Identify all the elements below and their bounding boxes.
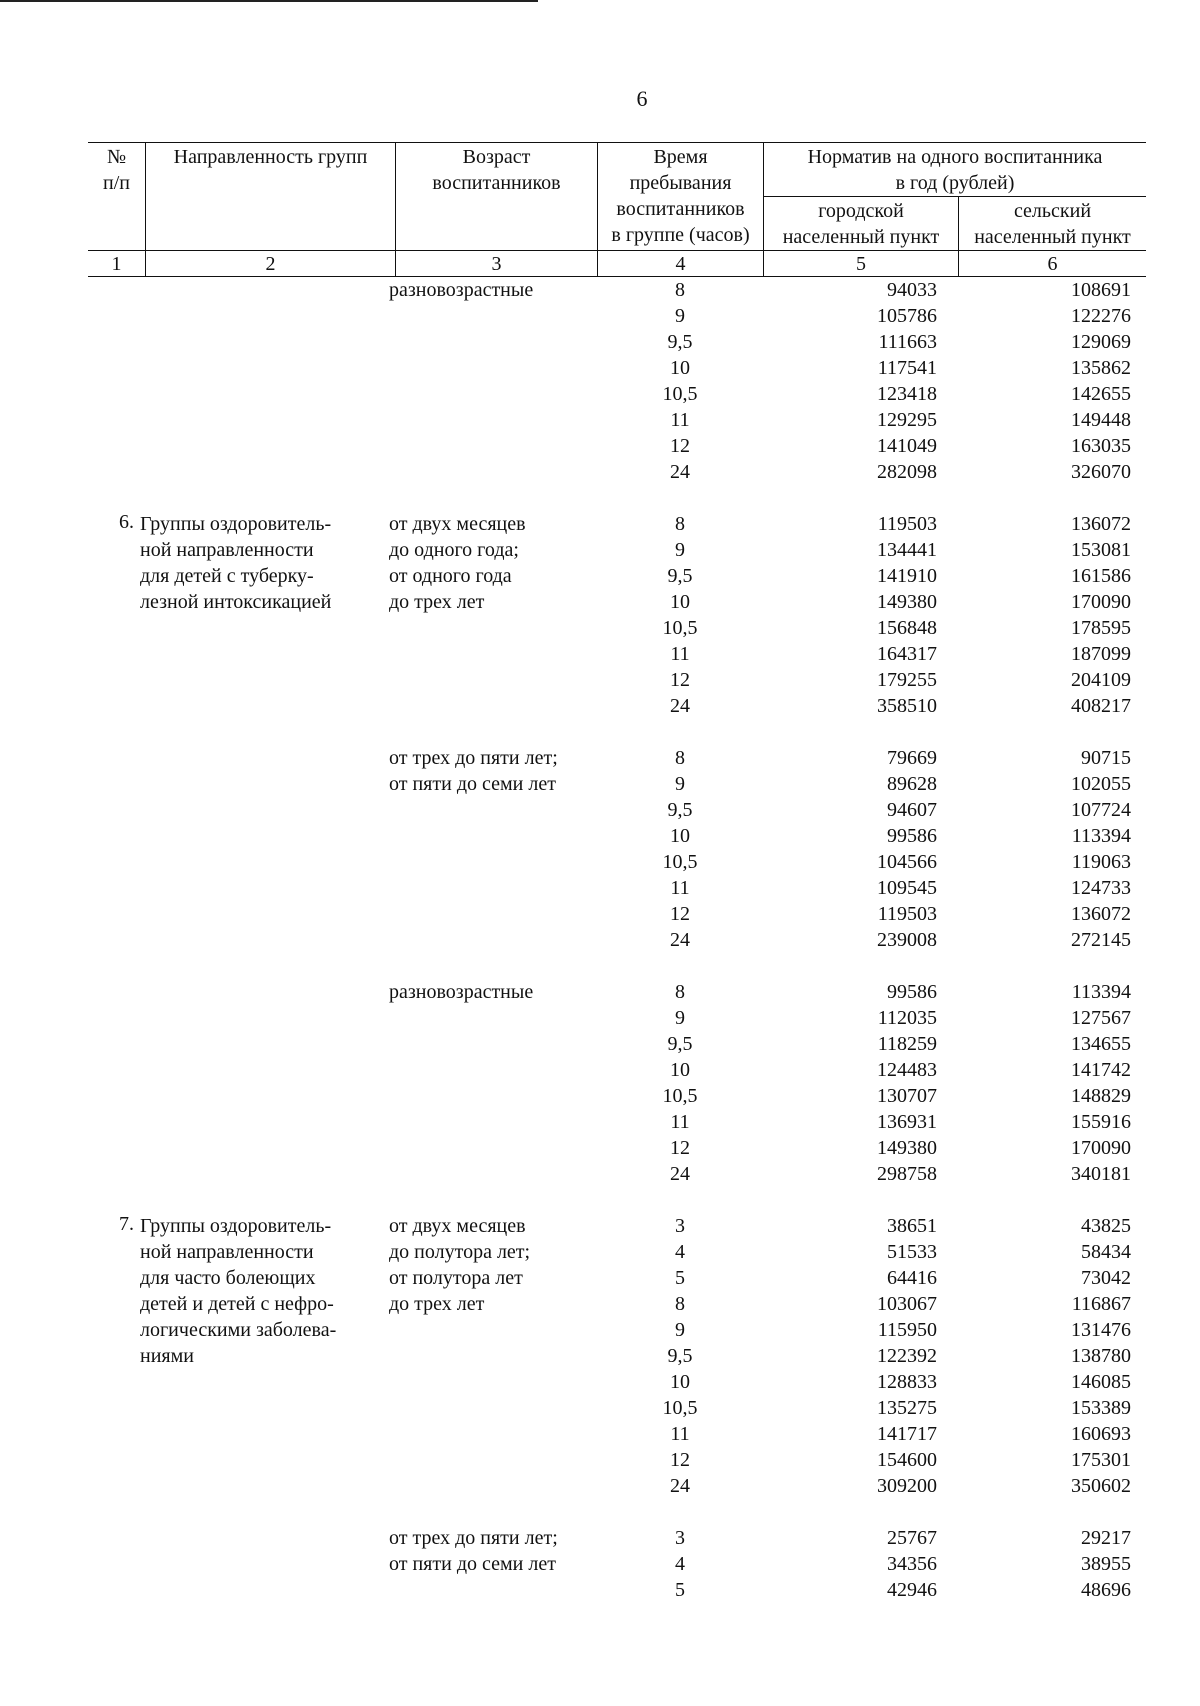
table-subsection [88,511,1146,719]
age-group-line: от трех до пяти лет; [389,747,558,769]
rural-value-cell: 163035 [1071,435,1131,457]
urban-value-cell: 128833 [877,1371,937,1393]
section-number: 6. [119,511,134,533]
time-cell: 3 [675,1527,685,1549]
time-cell: 12 [670,903,690,925]
time-cell: 5 [675,1267,685,1289]
rural-value-cell: 148829 [1071,1085,1131,1107]
urban-value-cell: 122392 [877,1345,937,1367]
header-number-3: 3 [491,253,502,275]
urban-value-cell: 149380 [877,1137,937,1159]
table-subsection [88,745,1146,953]
rural-column [947,745,1137,953]
urban-value-cell: 154600 [877,1449,937,1471]
urban-value-cell: 156848 [877,617,937,639]
urban-column [765,277,947,485]
group-direction-line: детей и детей с нефро- [140,1293,334,1315]
urban-value-cell: 135275 [877,1397,937,1419]
page-number: 6 [636,86,648,111]
time-cell: 10 [670,591,690,613]
rural-value-cell: 161586 [1071,565,1131,587]
rural-value-cell: 141742 [1071,1059,1131,1081]
group-direction-line: Группы оздоровитель- [140,513,332,535]
group-direction-line: лезной интоксикацией [140,591,332,613]
rural-column [947,979,1137,1187]
time-cell: 8 [675,1293,685,1315]
urban-value-cell: 164317 [877,643,937,665]
time-cell: 8 [675,279,685,301]
time-column [595,745,765,953]
urban-value-cell: 64416 [887,1267,937,1289]
header-col-number [88,144,145,196]
time-column [595,1525,765,1603]
rural-value-cell: 122276 [1071,305,1131,327]
header-col-time-line: в группе (часов) [611,224,750,246]
time-cell: 11 [670,1423,690,1445]
time-cell: 8 [675,747,685,769]
time-cell: 9,5 [667,331,693,353]
urban-value-cell: 239008 [877,929,937,951]
group-direction [140,1213,375,1499]
time-cell: 9 [675,1007,685,1029]
table-section [88,1213,1146,1603]
rural-column [947,1213,1137,1499]
urban-value-cell: 149380 [877,591,937,613]
table-subsection [88,1525,1146,1603]
age-group [375,1213,595,1499]
time-cell: 11 [670,409,690,431]
group-direction-line: логическими заболева- [140,1319,337,1341]
urban-value-cell: 94033 [887,279,937,301]
age-group [375,1525,595,1603]
rural-value-cell: 160693 [1071,1423,1131,1445]
rural-value-cell: 146085 [1071,1371,1131,1393]
time-cell: 10 [670,1059,690,1081]
rural-value-cell: 340181 [1071,1163,1131,1185]
rural-value-cell: 170090 [1071,591,1131,613]
urban-value-cell: 141717 [877,1423,937,1445]
rural-value-cell: 149448 [1071,409,1131,431]
rural-value-cell: 58434 [1081,1241,1131,1263]
header-col-norm-line: в год (рублей) [895,172,1015,194]
section-number: 7. [119,1213,134,1235]
urban-value-cell: 112035 [877,1007,937,1029]
urban-value-cell: 99586 [887,981,937,1003]
group-direction-line: для часто болеющих [140,1267,316,1289]
rural-value-cell: 127567 [1071,1007,1131,1029]
header-col-age-line: воспитанников [432,172,561,194]
time-cell: 11 [670,877,690,899]
time-column [595,277,765,485]
urban-value-cell: 94607 [887,799,937,821]
group-direction [140,745,375,953]
time-cell: 12 [670,1137,690,1159]
header-col-time-line: Время [653,146,708,168]
rural-value-cell: 272145 [1071,929,1131,951]
age-group-line: от одного года [389,565,512,587]
age-group-line: от двух месяцев [389,513,526,535]
header-number-1: 1 [111,253,122,275]
rural-value-cell: 350602 [1071,1475,1131,1497]
time-cell: 10,5 [662,1397,698,1419]
urban-value-cell: 115950 [877,1319,937,1341]
header-subgroup-border [763,196,1146,197]
rural-value-cell: 155916 [1071,1111,1131,1133]
header-col-norm-group [764,144,1146,196]
group-direction-line: для детей с туберку- [140,565,314,587]
time-cell: 12 [670,1449,690,1471]
table-section [88,511,1146,1187]
header-col-direction-text: Направленность групп [173,146,368,168]
urban-value-cell: 358510 [877,695,937,717]
rural-value-cell: 108691 [1071,279,1131,301]
table-subsection [88,979,1146,1187]
time-cell: 24 [670,929,690,951]
age-group-line: от пяти до семи лет [389,1553,556,1575]
group-direction-line: Группы оздоровитель- [140,1215,332,1237]
group-direction-line: ной направленности [140,539,314,561]
header-col-urban-line: городской [818,200,904,222]
group-direction-line: ной направленности [140,1241,314,1263]
rural-value-cell: 48696 [1081,1579,1131,1601]
rural-value-cell: 204109 [1071,669,1131,691]
rural-value-cell: 116867 [1071,1293,1131,1315]
urban-value-cell: 282098 [877,461,937,483]
urban-value-cell: 105786 [877,305,937,327]
rural-value-cell: 107724 [1071,799,1131,821]
section-number [88,979,140,1187]
rural-value-cell: 187099 [1071,643,1131,665]
header-col-age-line: Возраст [462,146,531,168]
rural-value-cell: 73042 [1081,1267,1131,1289]
time-cell: 24 [670,1163,690,1185]
time-cell: 10 [670,357,690,379]
time-cell: 4 [675,1241,685,1263]
urban-value-cell: 179255 [877,669,937,691]
rural-value-cell: 43825 [1081,1215,1131,1237]
header-col-age [396,144,597,196]
age-group-line: до трех лет [389,1293,485,1315]
header-col-time-line: воспитанников [616,198,745,220]
rural-value-cell: 153081 [1071,539,1131,561]
rural-value-cell: 142655 [1071,383,1131,405]
time-cell: 24 [670,461,690,483]
urban-column [765,745,947,953]
age-group [375,979,595,1187]
rural-value-cell: 326070 [1071,461,1131,483]
age-group-line: разновозрастные [389,279,534,301]
time-cell: 9,5 [667,1033,693,1055]
rural-value-cell: 38955 [1081,1553,1131,1575]
rural-value-cell: 136072 [1071,903,1131,925]
header-number-6: 6 [1047,253,1058,275]
table-subsection [88,277,1146,485]
urban-value-cell: 124483 [877,1059,937,1081]
rural-column [947,511,1137,719]
group-direction [140,1525,375,1603]
urban-value-cell: 141049 [877,435,937,457]
rural-value-cell: 29217 [1081,1527,1131,1549]
rural-value-cell: 131476 [1071,1319,1131,1341]
urban-value-cell: 25767 [887,1527,937,1549]
urban-column [765,1213,947,1499]
header-number-5: 5 [856,253,866,275]
urban-column [765,979,947,1187]
age-group-line: от трех до пяти лет; [389,1527,558,1549]
urban-value-cell: 42946 [887,1579,937,1601]
time-cell: 9 [675,773,685,795]
urban-value-cell: 117541 [877,357,937,379]
age-group [375,745,595,953]
header-col-direction [146,144,395,170]
time-cell: 10 [670,825,690,847]
rural-value-cell: 136072 [1071,513,1131,535]
header-col-rural [959,198,1146,250]
rural-value-cell: 119063 [1071,851,1131,873]
time-cell: 24 [670,695,690,717]
age-group-line: до трех лет [389,591,485,613]
urban-value-cell: 118259 [877,1033,937,1055]
urban-column [765,511,947,719]
time-cell: 10,5 [662,851,698,873]
urban-value-cell: 79669 [887,747,937,769]
urban-value-cell: 103067 [877,1293,937,1315]
section-number [88,1525,140,1603]
age-group-line: до полутора лет; [389,1241,531,1263]
section-number [88,277,140,485]
table-subsection [88,1213,1146,1499]
age-group-line: от двух месяцев [389,1215,526,1237]
rural-value-cell: 102055 [1071,773,1131,795]
time-cell: 9 [675,1319,685,1341]
urban-value-cell: 89628 [887,773,937,795]
scan-edge-line [0,0,538,2]
time-column [595,511,765,719]
age-group-line: до одного года; [389,539,519,561]
rural-value-cell: 90715 [1081,747,1131,769]
rural-value-cell: 153389 [1071,1397,1131,1419]
time-cell: 24 [670,1475,690,1497]
urban-value-cell: 51533 [887,1241,937,1263]
age-group [375,277,595,485]
urban-column [765,1525,947,1603]
rural-column [947,1525,1137,1603]
header-col-time [598,144,763,248]
rural-value-cell: 170090 [1071,1137,1131,1159]
header-number-4: 4 [675,253,686,275]
time-cell: 12 [670,669,690,691]
group-direction [140,511,375,719]
section-number [88,745,140,953]
rural-column [947,277,1137,485]
urban-value-cell: 309200 [877,1475,937,1497]
urban-value-cell: 119503 [877,903,937,925]
time-cell: 9 [675,305,685,327]
urban-value-cell: 130707 [877,1085,937,1107]
urban-value-cell: 38651 [887,1215,937,1237]
time-cell: 9,5 [667,1345,693,1367]
table-section [88,277,1146,485]
rural-value-cell: 175301 [1071,1449,1131,1471]
header-top-border [88,142,1146,143]
time-cell: 10 [670,1371,690,1393]
header-col-norm-line: Норматив на одного воспитанника [807,146,1103,168]
rural-value-cell: 129069 [1071,331,1131,353]
time-column [595,979,765,1187]
rural-value-cell: 178595 [1071,617,1131,639]
rural-value-cell: 408217 [1071,695,1131,717]
header-col-number-line: № [106,146,127,168]
rural-value-cell: 113394 [1071,825,1131,847]
urban-value-cell: 104566 [877,851,937,873]
time-cell: 3 [675,1215,685,1237]
time-cell: 12 [670,435,690,457]
group-direction [140,979,375,1187]
urban-value-cell: 34356 [887,1553,937,1575]
rural-value-cell: 113394 [1071,981,1131,1003]
urban-value-cell: 99586 [887,825,937,847]
header-col-urban-line: населенный пункт [782,226,940,248]
time-cell: 8 [675,981,685,1003]
urban-value-cell: 123418 [877,383,937,405]
header-col-urban [764,198,958,250]
time-cell: 10,5 [662,617,698,639]
time-cell: 10,5 [662,383,698,405]
header-col-rural-line: сельский [1013,200,1092,222]
time-cell: 10,5 [662,1085,698,1107]
rural-value-cell: 135862 [1071,357,1131,379]
rural-value-cell: 134655 [1071,1033,1131,1055]
rural-value-cell: 124733 [1071,877,1131,899]
time-cell: 4 [675,1553,685,1575]
header-number-2: 2 [265,253,276,275]
time-cell: 9,5 [667,799,693,821]
urban-value-cell: 298758 [877,1163,937,1185]
age-group [375,511,595,719]
time-column [595,1213,765,1499]
urban-value-cell: 141910 [877,565,937,587]
age-group-line: разновозрастные [389,981,534,1003]
urban-value-cell: 119503 [877,513,937,535]
group-direction [140,277,375,485]
time-cell: 11 [670,643,690,665]
time-cell: 8 [675,513,685,535]
header-col-time-line: пребывания [629,172,732,194]
age-group-line: от полутора лет [389,1267,523,1289]
urban-value-cell: 111663 [878,331,937,353]
time-cell: 5 [675,1579,685,1601]
table-body [88,277,1146,1629]
urban-value-cell: 109545 [877,877,937,899]
age-group-line: от пяти до семи лет [389,773,556,795]
time-cell: 9,5 [667,565,693,587]
header-col-rural-line: населенный пункт [974,226,1131,248]
header-col-number-line: п/п [103,172,130,194]
urban-value-cell: 129295 [877,409,937,431]
urban-value-cell: 136931 [877,1111,937,1133]
time-cell: 9 [675,539,685,561]
rural-value-cell: 138780 [1071,1345,1131,1367]
group-direction-line: ниями [140,1345,194,1367]
urban-value-cell: 134441 [877,539,937,561]
time-cell: 11 [670,1111,690,1133]
